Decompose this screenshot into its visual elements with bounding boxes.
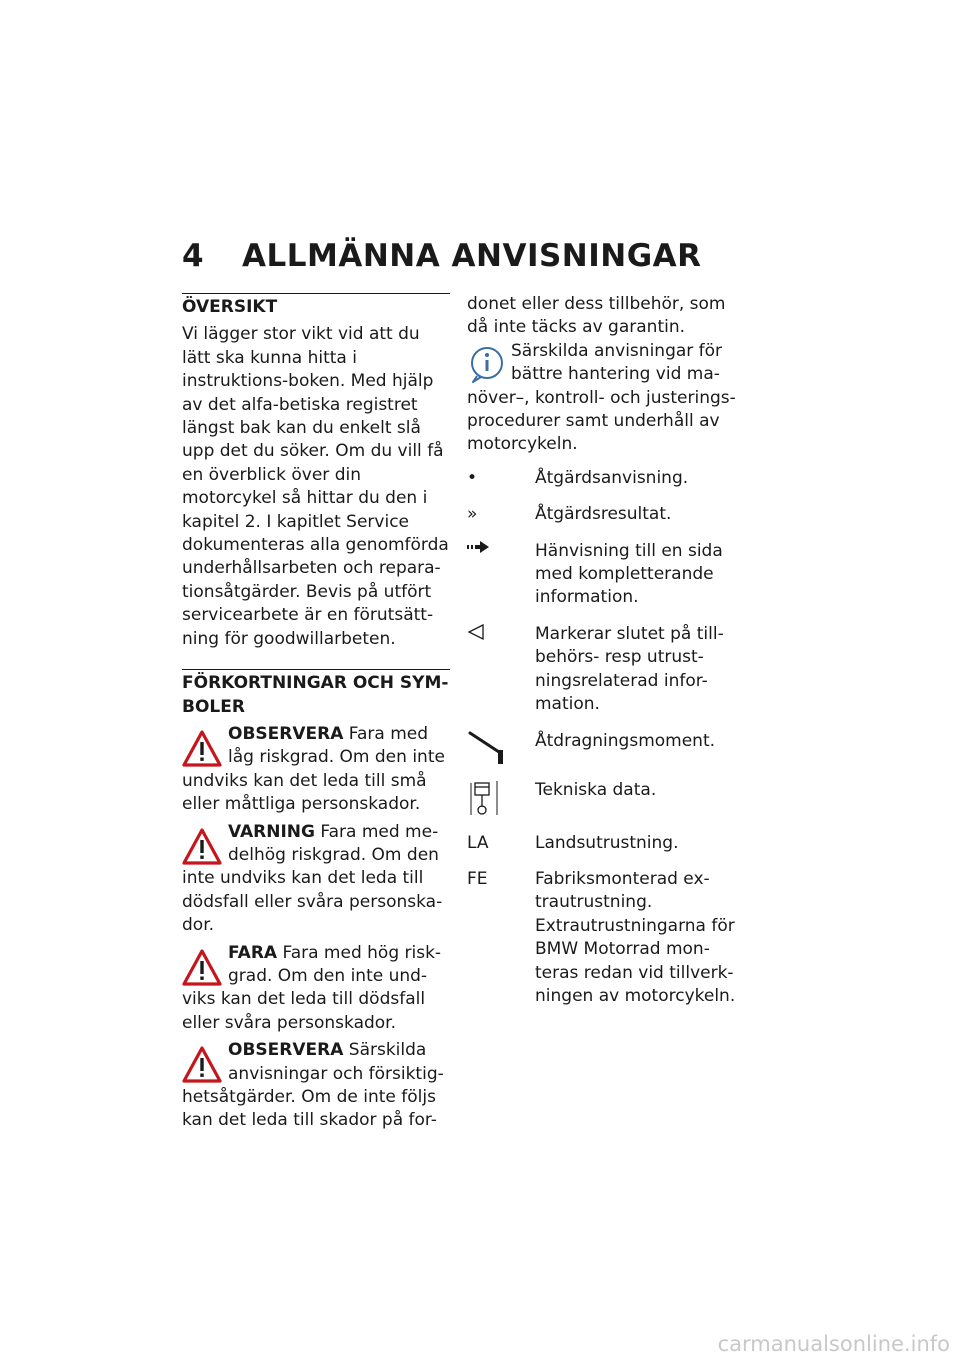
abbrev-la: LA: [467, 832, 489, 853]
list-item: [467, 503, 747, 526]
result-symbol: »: [467, 504, 478, 525]
info-notice: [467, 340, 747, 457]
technical-data-icon: [467, 779, 507, 819]
list-item: [467, 730, 747, 766]
notice-danger: [182, 942, 450, 1036]
torque-wrench-icon: [467, 730, 511, 766]
notice-text: Fara med me-delhög riskgrad. Om den inte undviks kan det leda till dödsfall eller svåra personska-dor.: [182, 821, 443, 936]
bullet-symbol: •: [467, 467, 478, 488]
symbol-description: Åtgärdsanvisning.: [535, 467, 689, 488]
symbol-description: Markerar slutet på till-behörs- resp utrust-ningsrelaterad infor-mation.: [535, 623, 724, 715]
left-column: [182, 293, 450, 1133]
symbol-list: [467, 467, 747, 1009]
notice-label: FARA: [228, 942, 278, 963]
abbrev-fe: FE: [467, 868, 488, 889]
abbrev-heading: FÖRKORTNINGAR OCH SYM-BOLER: [182, 673, 449, 717]
list-item: [467, 623, 747, 717]
notice-text: Fara med låg riskgrad. Om den inte undviks kan det leda till små eller måttliga personskador.: [182, 723, 445, 815]
continued-text: donet eller dess tillbehör, som då inte täcks av garantin.: [467, 294, 726, 338]
notice-label: OBSERVERA: [228, 1040, 344, 1061]
list-item: [467, 832, 747, 855]
overview-text: Vi lägger stor vikt vid att du lätt ska kunna hitta i instruktions-boken. Med hjälp av det alfa-betiska registret längst bak kan du enkelt slå upp det du söker. Om du vill få en överblick över din motorcykel så hittar du den i kapitel 2. I kapitlet Service dokumenteras alla genomförda underhållsarbeten och repara-tionsåtgärder. Bevis på utfört servicearbete är en förutsätt-ning för goodwillarbeten.: [182, 324, 449, 649]
list-item: [467, 868, 747, 1008]
notice-caution-property: [182, 1039, 450, 1133]
notice-caution: [182, 723, 450, 817]
symbol-description: Åtdragningsmoment.: [535, 730, 716, 751]
warning-triangle-icon: [182, 1045, 222, 1085]
symbol-description: Landsutrustning.: [535, 832, 679, 853]
notice-warning: [182, 821, 450, 938]
list-item: [467, 540, 747, 610]
chapter-number: 4: [182, 238, 205, 274]
right-column: [467, 293, 747, 1021]
symbol-description: Åtgärdsresultat.: [535, 504, 672, 525]
warning-triangle-icon: [182, 948, 222, 988]
section-rule: [182, 293, 450, 294]
symbol-description: Tekniska data.: [535, 779, 657, 800]
watermark-footer: carmanualsonline.info: [717, 1332, 950, 1356]
overview-heading: ÖVERSIKT: [182, 297, 278, 317]
arrow-icon: [467, 540, 491, 554]
notice-label: OBSERVERA: [228, 723, 344, 744]
info-text: Särskilda anvisningar för bättre hantering vid ma-növer–, kontroll- och justerings-procedurer samt underhåll av motorcykeln.: [467, 340, 736, 455]
chapter-title: [182, 238, 702, 274]
notice-text: Fara med hög risk-grad. Om den inte und-viks kan det leda till dödsfall eller svåra personskador.: [182, 942, 442, 1033]
chapter-name: ALLMÄNNA ANVISNINGAR: [242, 238, 702, 274]
info-icon: [467, 344, 507, 384]
notice-text: Särskilda anvisningar och försiktig-hetsåtgärder. Om de inte följs kan det leda till skador på for-: [182, 1040, 444, 1131]
list-item: [467, 779, 747, 819]
section-rule: [182, 669, 450, 670]
warning-triangle-icon: [182, 827, 222, 867]
symbol-description: Fabriksmonterad ex-trautrustning. Extrautrustningarna för BMW Motorrad mon-teras redan vid tillverk-ningen av motorcykeln.: [535, 868, 736, 1006]
list-item: [467, 467, 747, 490]
symbol-description: Hänvisning till en sida med kompletterande information.: [535, 540, 723, 608]
warning-triangle-icon: [182, 729, 222, 769]
triangle-end-icon: [467, 623, 485, 641]
notice-label: VARNING: [228, 821, 315, 842]
